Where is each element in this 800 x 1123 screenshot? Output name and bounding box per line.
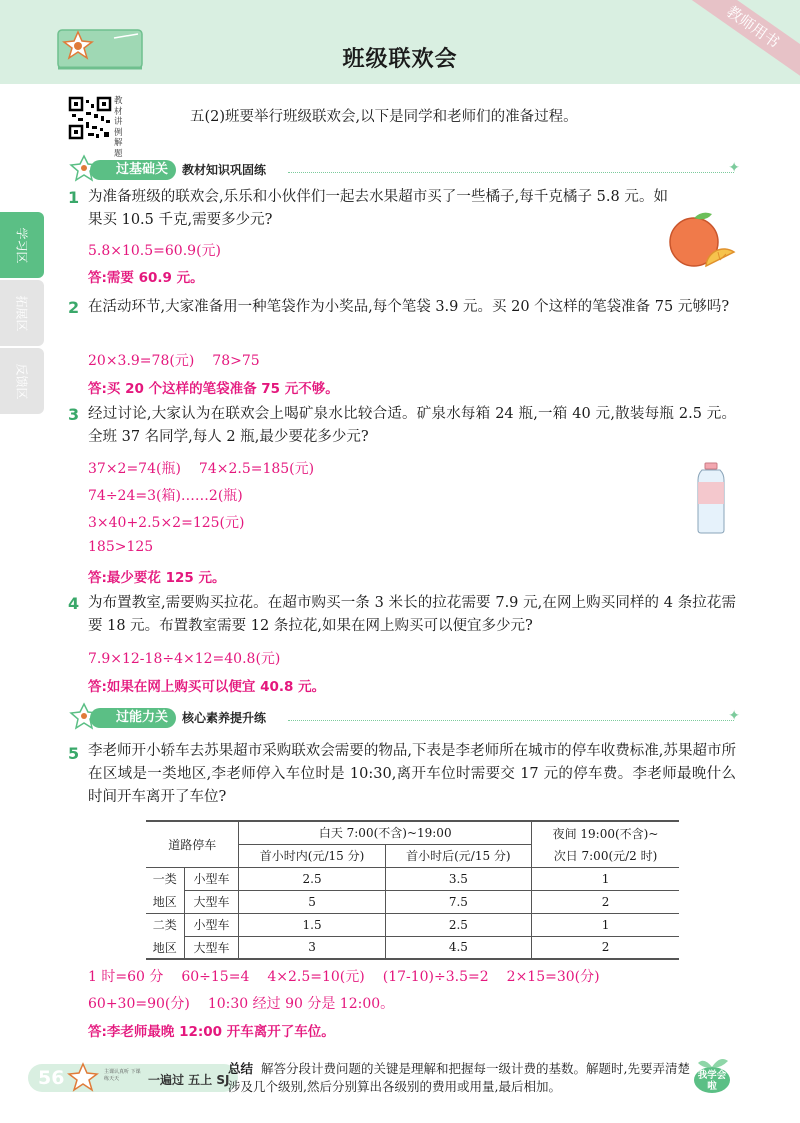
answer-calc: 37×2=74(瓶) 74×2.5=185(元) [88,461,315,477]
divider [288,720,734,721]
answer-calc: 185>125 [88,539,154,555]
answer-calc: 20×3.9=78(元) 78>75 [88,353,260,369]
section-subtitle: 教材知识巩固练 [182,163,267,177]
table-header-first-hour: 首小时内(元/15 分) [239,844,385,867]
summary-note: 总结 解答分段计费问题的关键是理解和把握每一级计费的基数。解题时,先要弄清楚涉及几个级别,然后分别算出各级别的费用或用量,最后相加。 [228,1061,690,1094]
section-title: 过基础关 [90,160,176,180]
side-tabs [0,212,44,416]
answer-statement: 答:需要 60.9 元。 [88,270,204,286]
section-basic-header [68,158,740,182]
table-row: 一类 小型车 2.5 3.5 1 [146,867,679,890]
section-ability-header [68,706,740,730]
star-icon: ✦ [728,160,740,176]
page-number: 56 [38,1067,65,1089]
learned-badge [690,1052,734,1096]
question-number: 3 [68,405,80,424]
answer-calc: 5.8×10.5=60.9(元) [88,243,221,259]
table-row: 地区 大型车 3 4.5 2 [146,936,679,959]
question-text: 李老师开小轿车去苏果超市采购联欢会需要的物品,下表是李老师所在城市的停车收费标准,苏果超市所在区域是一类地区,李老师停入车位时是 10:30,离开车位时需要交 17 元的停车费。李老师最晚什么时间开车离开了车位? [88,743,736,805]
answer-statement: 答:如果在网上购买可以便宜 40.8 元。 [88,679,326,695]
table-row: 二类 小型车 1.5 2.5 1 [146,913,679,936]
section-subtitle: 核心素养提升练 [182,711,267,725]
qr-code-icon[interactable] [68,96,112,140]
side-tab-study[interactable]: 学习区 [0,212,44,278]
mascot-icon [66,1062,100,1092]
table-header-after-hour: 首小时后(元/15 分) [385,844,531,867]
parking-fee-table [146,820,679,960]
corner-tag: 教师用书 [684,0,800,81]
orange-fruit-icon [666,210,736,270]
publisher-name: 一遍过 五上 SJ [148,1073,230,1087]
qr-label: 教材讲例解题 [114,96,123,159]
table-row: 地区 大型车 5 7.5 2 [146,890,679,913]
answer-statement: 答:最少要花 125 元。 [88,570,226,586]
answer-calc: 74÷24=3(箱)……2(瓶) [88,488,243,504]
star-icon: ✦ [728,708,740,724]
table-header-day: 白天 7:00(不含)~19:00 [239,821,532,844]
answer-calc: 3×40+2.5×2=125(元) [88,515,245,531]
answer-calc: 60+30=90(分) 10:30 经过 90 分是 12:00。 [88,996,395,1012]
page-title: 班级联欢会 [342,47,458,72]
intro-text: 五(2)班要举行班级联欢会,以下是同学和老师们的准备过程。 [190,109,578,125]
question-number: 2 [68,298,80,317]
question-text: 为准备班级的联欢会,乐乐和小伙伴们一起去水果超市买了一些橘子,每千克橘子 5.8 元。如果买 10.5 千克,需要多少元? [88,189,668,228]
page-footer [0,1058,800,1098]
divider [288,172,734,173]
table-header-night-1: 夜间 19:00(不含)~ [532,821,679,844]
question-number: 1 [68,188,80,207]
answer-statement: 答:李老师最晚 12:00 开车离开了车位。 [88,1024,335,1040]
page-header [0,0,800,84]
table-header-night-2: 次日 7:00(元/2 时) [532,844,679,867]
question-text: 在活动环节,大家准备用一种笔袋作为小奖品,每个笔袋 3.9 元。买 20 个这样的笔袋准备 75 元够吗? [88,299,730,315]
answer-calc: 7.9×12-18÷4×12=40.8(元) [88,651,281,667]
learned-badge-text: 我学会啦 [697,1070,727,1092]
table-corner: 道路停车 [146,821,239,867]
question-text: 经过讨论,大家认为在联欢会上喝矿泉水比较合适。矿泉水每箱 24 瓶,一箱 40 元,散装每瓶 2.5 元。全班 37 名同学,每人 2 瓶,最少要花多少元? [88,406,736,445]
question-number: 4 [68,594,80,613]
answer-statement: 答:买 20 个这样的笔袋准备 75 元不够。 [88,381,339,397]
water-bottle-icon [694,462,728,534]
question-text: 为布置教室,需要购买拉花。在超市购买一条 3 米长的拉花需要 7.9 元,在网上购买同样的 4 条拉花需要 18 元。布置教室需要 12 条拉花,如果在网上购买可以便宜多少元? [88,595,736,634]
answer-calc: 1 时=60 分 60÷15=4 4×2.5=10(元) (17-10)÷3.5=2 2×15=30(分) [88,969,600,985]
side-tab-feedback[interactable]: 反馈区 [0,348,44,414]
question-number: 5 [68,744,80,763]
publisher-slogan: 主课认真听 下课练天天 [104,1069,141,1082]
section-title: 过能力关 [90,708,176,728]
side-tab-extend[interactable]: 拓展区 [0,280,44,346]
